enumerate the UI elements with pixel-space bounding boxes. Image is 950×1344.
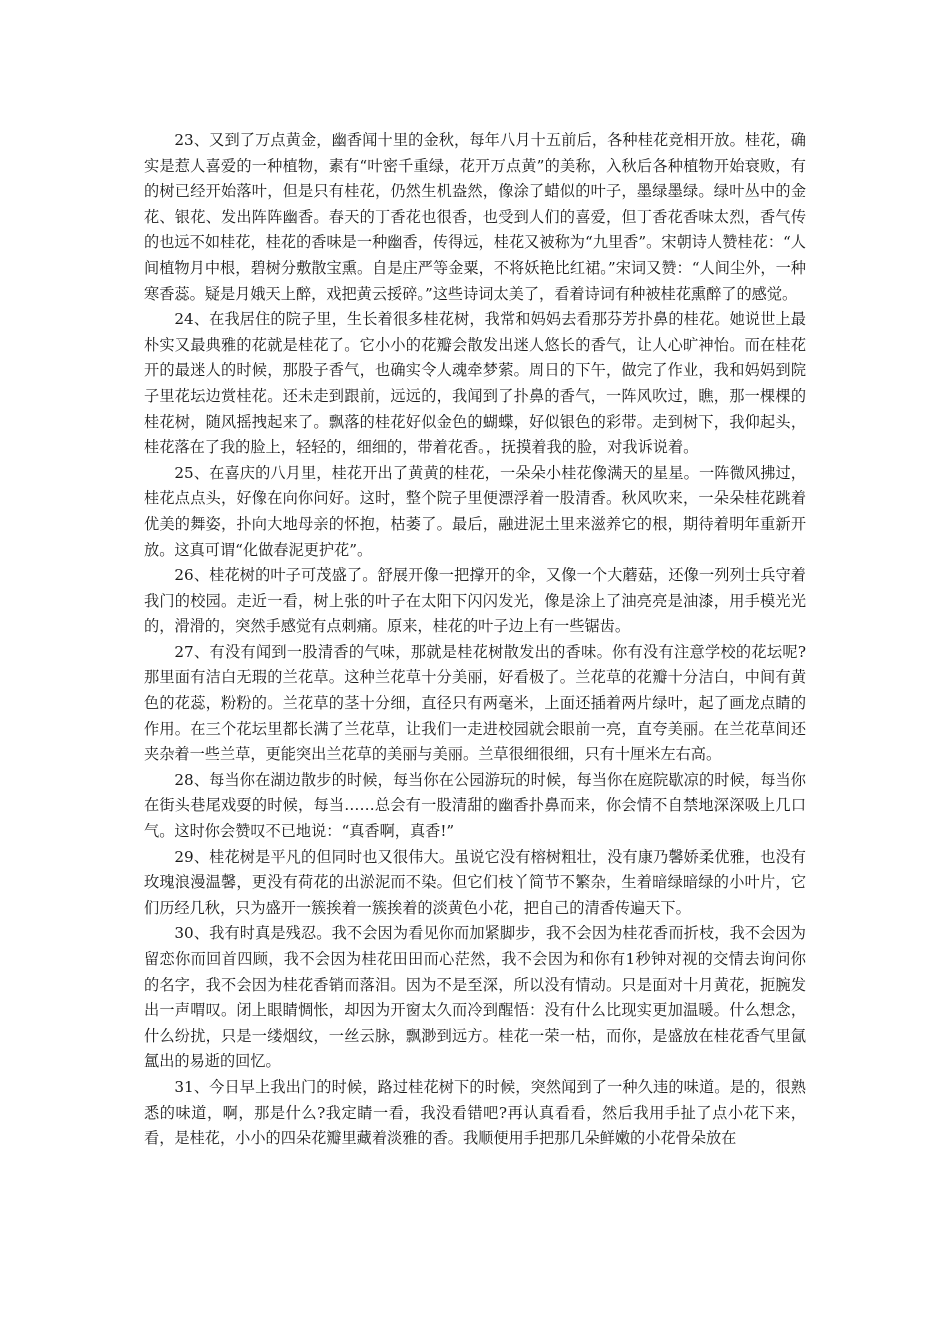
paragraph-24: 24、在我居住的院子里，生长着很多桂花树，我常和妈妈去看那芬芳扑鼻的桂花。她说世上最朴实又最典雅的花就是桂花了。它小小的花瓣会散发出迷人悠长的香气，让人心旷神怡。而在桂花开的最迷人的时候，那股子香气，也确实令人魂牵梦萦。周日的下午，做完了作业，我和妈妈到院子里花坛边赏桂花。还未走到跟前，远远的，我闻到了扑鼻的香气，一阵风吹过，瞧，那一棵棵的桂花树，随风摇拽起来了。飘落的桂花好似金色的蝴蝶，好似银色的彩带。走到树下，我仰起头，桂花落在了我的脸上，轻轻的，细细的，带着花香。，抚摸着我的脸，对我诉说着。	[144, 310, 806, 457]
paragraph-31: 31、今日早上我出门的时候，路过桂花树下的时候，突然闻到了一种久违的味道。是的，很熟悉的味道，啊，那是什么?我定睛一看，我没看错吧?再认真看看，然后我用手扯了点小花下来，看，是桂花，小小的四朵花瓣里藏着淡雅的香。我顺便用手把那几朵鲜嫩的小花骨朵放在	[144, 1077, 806, 1148]
paragraph-28: 28、每当你在湖边散步的时候，每当你在公园游玩的时候，每当你在庭院歇凉的时候，每当你在街头巷尾戏耍的时候，每当……总会有一股清甜的幽香扑鼻而来，你会情不自禁地深深吸上几口气。这时你会赞叹不已地说：“真香啊，真香!”	[144, 770, 806, 841]
paragraph-25: 25、在喜庆的八月里，桂花开出了黄黄的桂花，一朵朵小桂花像满天的星星。一阵微风拂过，桂花点点头，好像在向你问好。这时，整个院子里便漂浮着一股清香。秋风吹来，一朵朵桂花跳着优美的舞姿，扑向大地母亲的怀抱，枯萎了。最后，融进泥土里来滋养它的根，期待着明年重新开放。这真可谓“化做春泥更护花”。	[144, 463, 806, 559]
paragraph-27: 27、有没有闻到一股清香的气味，那就是桂花树散发出的香味。你有没有注意学校的花坛呢?那里面有洁白无瑕的兰花草。这种兰花草十分美丽，好看极了。兰花草的花瓣十分洁白，中间有黄色的花蕊，粉粉的。兰花草的茎十分细，直径只有两毫米，上面还插着两片绿叶，起了画龙点睛的作用。在三个花坛里都长满了兰花草，让我们一走进校园就会眼前一亮，直夸美丽。在兰花草间还夹杂着一些兰草，更能突出兰花草的美丽与美丽。兰草很细很细，只有十厘米左右高。	[144, 642, 806, 764]
paragraph-30: 30、我有时真是残忍。我不会因为看见你而加紧脚步，我不会因为桂花香而折枝，我不会因为留恋你而回首四顾，我不会因为桂花田田而心茫然，我不会因为和你有1秒钟对视的交情去询问你的名字，我不会因为桂花香销而落泪。因为不是至深，所以没有情动。只是面对十月黄花，扼腕发出一声喟叹。闭上眼睛惆怅，却因为开窗太久而冷到醒悟：没有什么比现实更加温暖。什么想念，什么纷扰，只是一缕烟纹，一丝云脉，飘渺到远方。桂花一荣一枯，而你，是盛放在桂花香气里氤氲出的易逝的回忆。	[144, 924, 806, 1071]
paragraph-29: 29、桂花树是平凡的但同时也又很伟大。虽说它没有榕树粗壮，没有康乃馨娇柔优雅，也没有玫瑰浪漫温馨，更没有荷花的出淤泥而不染。但它们枝丫简节不繁杂，生着暗绿暗绿的小叶片，它们历经几秋，只为盛开一簇挨着一簇挨着的淡黄色小花，把自己的清香传遍天下。	[144, 847, 806, 917]
paragraph-26: 26、桂花树的叶子可茂盛了。舒展开像一把撑开的伞，又像一个大蘑菇，还像一列列士兵守着我门的校园。走近一看，树上张的叶子在太阳下闪闪发光，像是涂上了油亮亮是油漆，用手模光光的，滑滑的，突然手感觉有点刺痛。原来，桂花的叶子边上有一些锯齿。	[144, 566, 806, 636]
paragraph-23: 23、又到了万点黄金，幽香闻十里的金秋，每年八月十五前后，各种桂花竞相开放。桂花，确实是惹人喜爱的一种植物，素有“叶密千重绿，花开万点黄”的美称，入秋后各种植物开始衰败，有的树已经开始落叶，但是只有桂花，仍然生机盎然，像涂了蜡似的叶子，墨绿墨绿。绿叶丛中的金花、银花、发出阵阵幽香。春天的丁香花也很香，也受到人们的喜爱，但丁香花香味太烈，香气传的也远不如桂花，桂花的香味是一种幽香，传得远，桂花又被称为“九里香”。宋朝诗人赞桂花：“人间植物月中根，碧树分敷散宝熏。自是庄严等金粟，不将妖艳比红裙。”宋词又赞：“人间尘外，一种寒香蕊。疑是月娥天上醉，戏把黄云挼碎。”这些诗词太美了，看着诗词有种被桂花熏醉了的感觉。	[144, 131, 806, 303]
document-body	[144, 128, 806, 1152]
